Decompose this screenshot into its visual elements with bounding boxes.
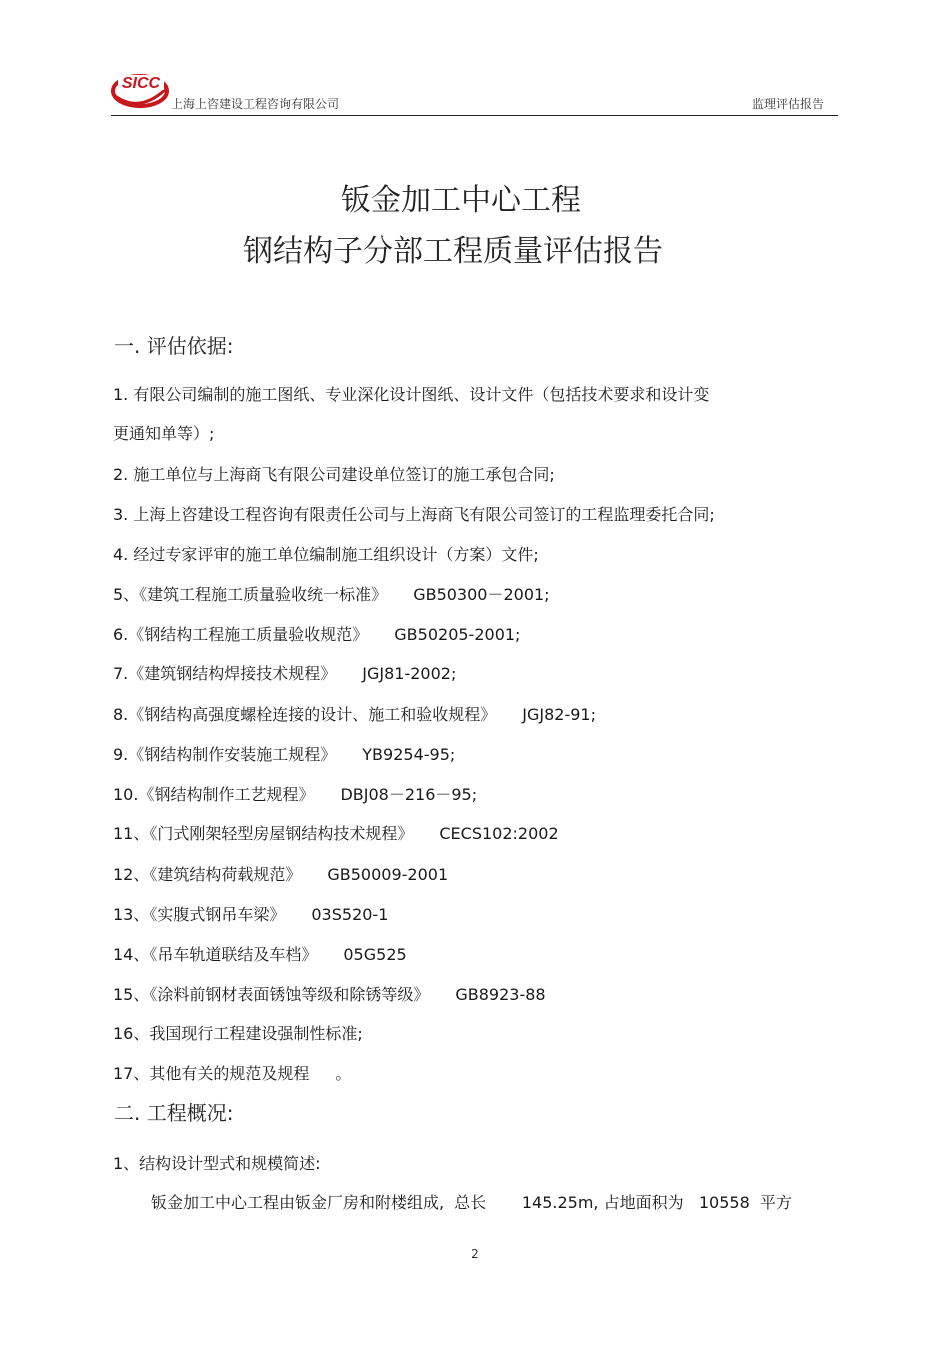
basis-item: 10.《钢结构制作工艺规程》 DBJ08－216－95;	[113, 785, 478, 804]
report-type: 监理评估报告	[751, 97, 824, 111]
standard-code: GB50300－2001;	[413, 585, 550, 604]
sicc-logo	[111, 70, 171, 110]
subsection-heading: 1、结构设计型式和规模简述:	[113, 1154, 321, 1173]
basis-item: 17、其他有关的规范及规程 。	[113, 1064, 352, 1083]
standard-code: GB50009-2001	[327, 865, 449, 884]
overview-paragraph: 钣金加工中心工程由钣金厂房和附楼组成, 总长 145.25m, 占地面积为 10558 平方	[151, 1193, 792, 1212]
standard-code: 。	[335, 1064, 352, 1083]
page-header	[111, 68, 838, 116]
basis-item: 1. 有限公司编制的施工图纸、专业深化设计图纸、设计文件（包括技术要求和设计变	[113, 385, 710, 404]
basis-item: 2. 施工单位与上海商飞有限公司建设单位签订的施工承包合同;	[113, 465, 555, 484]
basis-item: 14、《吊车轨道联结及车档》 05G525	[113, 945, 407, 964]
standard-code: DBJ08－216－95;	[340, 785, 478, 804]
standard-code: GB50205-2001;	[394, 625, 521, 644]
basis-item: 12、《建筑结构荷载规范》 GB50009-2001	[113, 865, 449, 884]
basis-item: 9.《钢结构制作安装施工规程》 YB9254-95;	[113, 745, 456, 764]
basis-item: 8.《钢结构高强度螺栓连接的设计、施工和验收规程》 JGJ82-91;	[113, 705, 596, 724]
basis-item: 5、《建筑工程施工质量验收统一标准》 GB50300－2001;	[113, 585, 550, 604]
basis-item: 3. 上海上咨建设工程咨询有限责任公司与上海商飞有限公司签订的工程监理委托合同;	[113, 505, 715, 524]
company-name: 上海上咨建设工程咨询有限公司	[171, 97, 340, 111]
basis-item: 6.《钢结构工程施工质量验收规范》 GB50205-2001;	[113, 625, 521, 644]
header-divider	[111, 115, 838, 116]
basis-item: 7.《建筑钢结构焊接技术规程》 JGJ81-2002;	[113, 664, 457, 683]
title-line-1: 钣金加工中心工程	[341, 183, 581, 218]
basis-item: 16、我国现行工程建设强制性标准;	[113, 1024, 363, 1043]
section-1-heading: 一. 评估依据:	[114, 334, 234, 358]
section-2-heading: 二. 工程概况:	[114, 1101, 234, 1125]
standard-code: 05G525	[343, 945, 407, 964]
logo-text: SICC	[121, 75, 161, 92]
standard-code: JGJ81-2002;	[362, 664, 457, 683]
standard-code: GB8923-88	[455, 985, 546, 1004]
standard-code: JGJ82-91;	[522, 705, 596, 724]
basis-item: 15、《涂料前钢材表面锈蚀等级和除锈等级》 GB8923-88	[113, 985, 546, 1004]
basis-item: 11、《门式刚架轻型房屋钢结构技术规程》 CECS102:2002	[113, 824, 559, 843]
standard-code: 03S520-1	[311, 905, 389, 924]
title-line-2: 钢结构子分部工程质量评估报告	[243, 234, 663, 269]
standard-code: YB9254-95;	[362, 745, 456, 764]
page-number: 2	[471, 1247, 479, 1261]
basis-item: 13、《实腹式钢吊车梁》 03S520-1	[113, 905, 389, 924]
standard-code: CECS102:2002	[439, 824, 559, 843]
basis-item: 4. 经过专家评审的施工单位编制施工组织设计（方案）文件;	[113, 545, 539, 564]
basis-item: 更通知单等）;	[113, 424, 215, 443]
